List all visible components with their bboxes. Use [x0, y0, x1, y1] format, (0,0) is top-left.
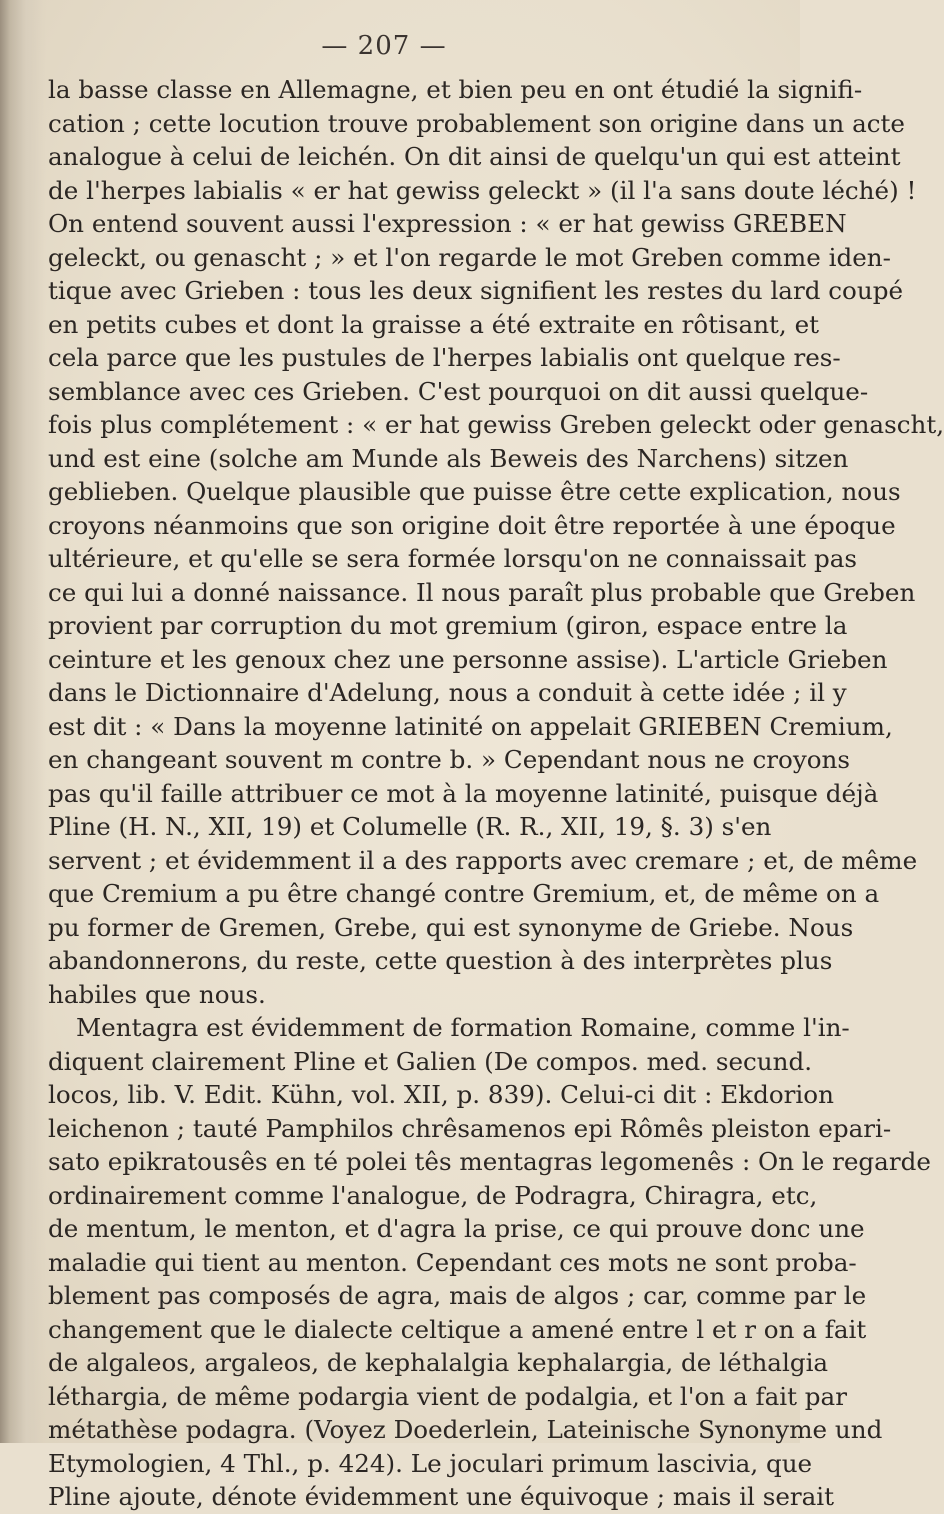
text-line: changement que le dialecte celtique a amené entre l et r on a fait — [48, 1314, 867, 1344]
text-line: ce qui lui a donné naissance. Il nous paraît plus probable que Greben — [48, 577, 916, 607]
binding-shadow — [0, 0, 46, 1443]
text-line: semblance avec ces Grieben. C'est pourquoi on dit aussi quelque- — [48, 376, 869, 406]
text-line: que Cremium a pu être changé contre Gremium, et, de même on a — [48, 879, 880, 908]
text-line: blement pas composés de agra, mais de algos ; car, comme par le — [48, 1281, 867, 1310]
text-line: fois plus complétement : « er hat gewiss Greben geleckt oder genascht, — [48, 410, 944, 439]
text-line: la basse classe en Allemagne, et bien peu en ont étudié la signifi- — [48, 75, 863, 104]
text-line: Pline (H. N., XII, 19) et Columelle (R. R., XII, 19, §. 3) s'en — [48, 812, 772, 841]
text-line: ultérieure, et qu'elle se sera formée lorsqu'on ne connaissait pas — [48, 544, 858, 573]
text-line: diquent clairement Pline et Galien (De compos. med. secund. — [48, 1046, 813, 1076]
page-number: — 207 — — [321, 31, 447, 61]
text-line: maladie qui tient au menton. Cependant ces mots ne sont proba- — [48, 1247, 857, 1277]
text-line: cation ; cette locution trouve probablement son origine dans un acte — [48, 108, 905, 138]
text-line: pu former de Gremen, Grebe, qui est synonyme de Griebe. Nous — [48, 912, 854, 942]
text-line: ordinairement comme l'analogue, de Podragra, Chiragra, etc, — [48, 1180, 818, 1210]
text-line: de l'herpes labialis « er hat gewiss geleckt » (il l'a sans doute léché) ! — [48, 175, 917, 205]
text-line: dans le Dictionnaire d'Adelung, nous a conduit à cette idée ; il y — [48, 678, 847, 707]
text-line: geleckt, ou genascht ; » et l'on regarde le mot Greben comme iden- — [48, 242, 891, 272]
text-line: habiles que nous. — [48, 979, 266, 1009]
text-line: croyons néanmoins que son origine doit être reportée à une époque — [48, 510, 896, 540]
text-line: Etymologien, 4 Thl., p. 424). Le joculari primum lascivia, que — [48, 1448, 813, 1478]
text-line: analogue à celui de leichén. On dit ainsi de quelqu'un qui est atteint — [48, 142, 901, 171]
text-line: est dit : « Dans la moyenne latinité on appelait GRIEBEN Cremium, — [48, 711, 893, 741]
text-line: métathèse podagra. (Voyez Doederlein, Lateinische Synonyme und — [48, 1415, 883, 1444]
text-line: Pline ajoute, dénote évidemment une équivoque ; mais il serait — [48, 1482, 835, 1511]
text-line: de mentum, le menton, et d'agra la prise, ce qui prouve donc une — [48, 1214, 865, 1243]
text-line: On entend souvent aussi l'expression : « er hat gewiss GREBEN — [48, 209, 847, 238]
text-line: léthargia, de même podargia vient de podalgia, et l'on a fait par — [48, 1381, 847, 1411]
text-line: tique avec Grieben : tous les deux signifient les restes du lard coupé — [48, 276, 904, 305]
text-line: sato epikratousês en té polei tês mentagras legomenês : On le regarde — [48, 1147, 931, 1176]
text-line: leichenon ; tauté Pamphilos chrêsamenos epi Rômês pleiston epari- — [48, 1113, 892, 1143]
text-line: und est eine (solche am Munde als Beweis des Narchens) sitzen — [48, 443, 849, 473]
text-line: locos, lib. V. Edit. Kühn, vol. XII, p. 839). Celui-ci dit : Ekdorion — [48, 1080, 834, 1109]
text-line: cela parce que les pustules de l'herpes labialis ont quelque res- — [48, 343, 841, 372]
text-line: pas qu'il faille attribuer ce mot à la moyenne latinité, puisque déjà — [48, 778, 879, 808]
text-line: geblieben. Quelque plausible que puisse être cette explication, nous — [48, 477, 901, 506]
text-line: ceinture et les genoux chez une personne assise). L'article Grieben — [48, 644, 888, 674]
text-line: de algaleos, argaleos, de kephalalgia kephalargia, de léthalgia — [48, 1348, 829, 1377]
text-line: provient par corruption du mot gremium (giron, espace entre la — [48, 611, 848, 640]
text-line: en changeant souvent m contre b. » Cependant nous ne croyons — [48, 745, 850, 774]
text-line: abandonnerons, du reste, cette question à des interprètes plus — [48, 946, 833, 975]
text-line: Mentagra est évidemment de formation Romaine, comme l'in- — [76, 1013, 850, 1042]
text-line: en petits cubes et dont la graisse a été extraite en rôtisant, et — [48, 309, 820, 339]
body-text — [48, 73, 944, 1514]
text-line: servent ; et évidemment il a des rapports avec cremare ; et, de même — [48, 845, 918, 875]
